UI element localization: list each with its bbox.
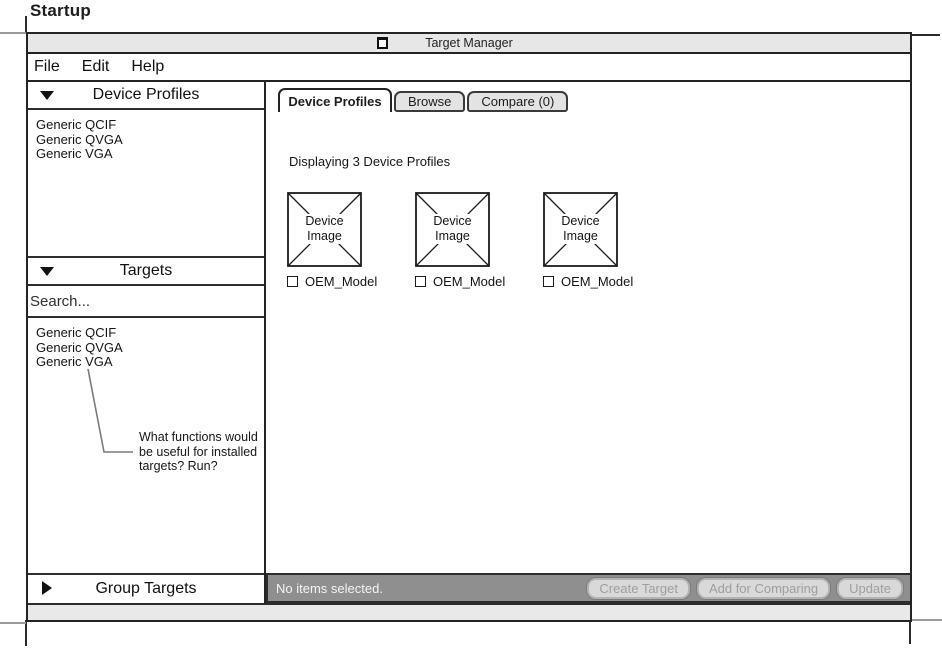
tab-compare[interactable]: Compare (0)	[467, 91, 568, 112]
list-item[interactable]: Generic QCIF	[36, 325, 117, 340]
sketch-line	[25, 16, 27, 32]
sketch-line	[912, 619, 942, 621]
device-profile-card[interactable]	[543, 192, 634, 289]
device-image-label: Device Image	[561, 214, 600, 243]
device-profile-card[interactable]	[287, 192, 378, 289]
annotation-note: What functions would be useful for installed targets? Run?	[139, 430, 258, 473]
tab-bar	[278, 88, 568, 112]
window-bottom-strip	[28, 603, 910, 620]
target-manager-window	[26, 32, 912, 622]
list-item[interactable]: Generic QVGA	[36, 339, 123, 355]
menu-file[interactable]: File	[34, 58, 60, 75]
oem-model-label: OEM_Model	[433, 274, 506, 289]
display-status-text: Displaying 3 Device Profiles	[289, 154, 451, 169]
list-item[interactable]: Generic VGA	[36, 146, 113, 161]
window-title: Target Manager	[425, 36, 513, 50]
sketch-line	[912, 34, 940, 36]
status-bar	[266, 573, 910, 603]
triangle-down-icon	[40, 91, 54, 100]
device-image-label: Device Image	[305, 214, 344, 243]
device-profiles-list	[28, 110, 264, 258]
oem-model-checkbox[interactable]	[415, 276, 426, 287]
accordion-group-targets-label: Group Targets	[95, 580, 197, 597]
accordion-targets[interactable]	[28, 258, 264, 286]
targets-search-input[interactable]	[28, 288, 264, 318]
accordion-device-profiles-label: Device Profiles	[92, 86, 200, 103]
device-image-placeholder	[543, 192, 618, 267]
sketch-line	[0, 32, 26, 34]
oem-model-checkbox[interactable]	[543, 276, 554, 287]
create-target-button[interactable]: Create Target	[587, 578, 690, 599]
main-panel	[266, 82, 910, 603]
tab-device-profiles[interactable]: Device Profiles	[278, 88, 392, 112]
screen-title: Startup	[30, 1, 91, 20]
oem-model-checkbox[interactable]	[287, 276, 298, 287]
window-titlebar[interactable]	[28, 34, 910, 54]
device-profile-cards	[287, 192, 634, 289]
device-image-placeholder	[415, 192, 490, 267]
list-item[interactable]: Generic QVGA	[36, 131, 123, 147]
device-profile-card[interactable]	[415, 192, 506, 289]
oem-model-label: OEM_Model	[305, 274, 378, 289]
oem-model-label: OEM_Model	[561, 274, 634, 289]
accordion-device-profiles[interactable]	[28, 82, 264, 110]
device-image-label: Device Image	[433, 214, 472, 243]
triangle-right-icon	[42, 581, 52, 595]
sketch-line	[0, 622, 26, 624]
list-item[interactable]: Generic VGA	[36, 354, 113, 369]
menu-edit[interactable]: Edit	[81, 58, 110, 75]
update-button[interactable]: Update	[837, 578, 903, 599]
accordion-targets-label: Targets	[119, 262, 173, 279]
tab-browse[interactable]: Browse	[394, 91, 465, 112]
sidebar	[28, 82, 266, 603]
selection-status-text: No items selected.	[276, 580, 383, 596]
accordion-group-targets[interactable]	[28, 573, 264, 603]
triangle-down-icon	[40, 267, 54, 276]
menu-help[interactable]: Help	[131, 58, 165, 75]
menu-bar	[28, 54, 910, 82]
list-item[interactable]: Generic QCIF	[36, 117, 117, 132]
add-for-comparing-button[interactable]: Add for Comparing	[697, 578, 830, 599]
device-image-placeholder	[287, 192, 362, 267]
